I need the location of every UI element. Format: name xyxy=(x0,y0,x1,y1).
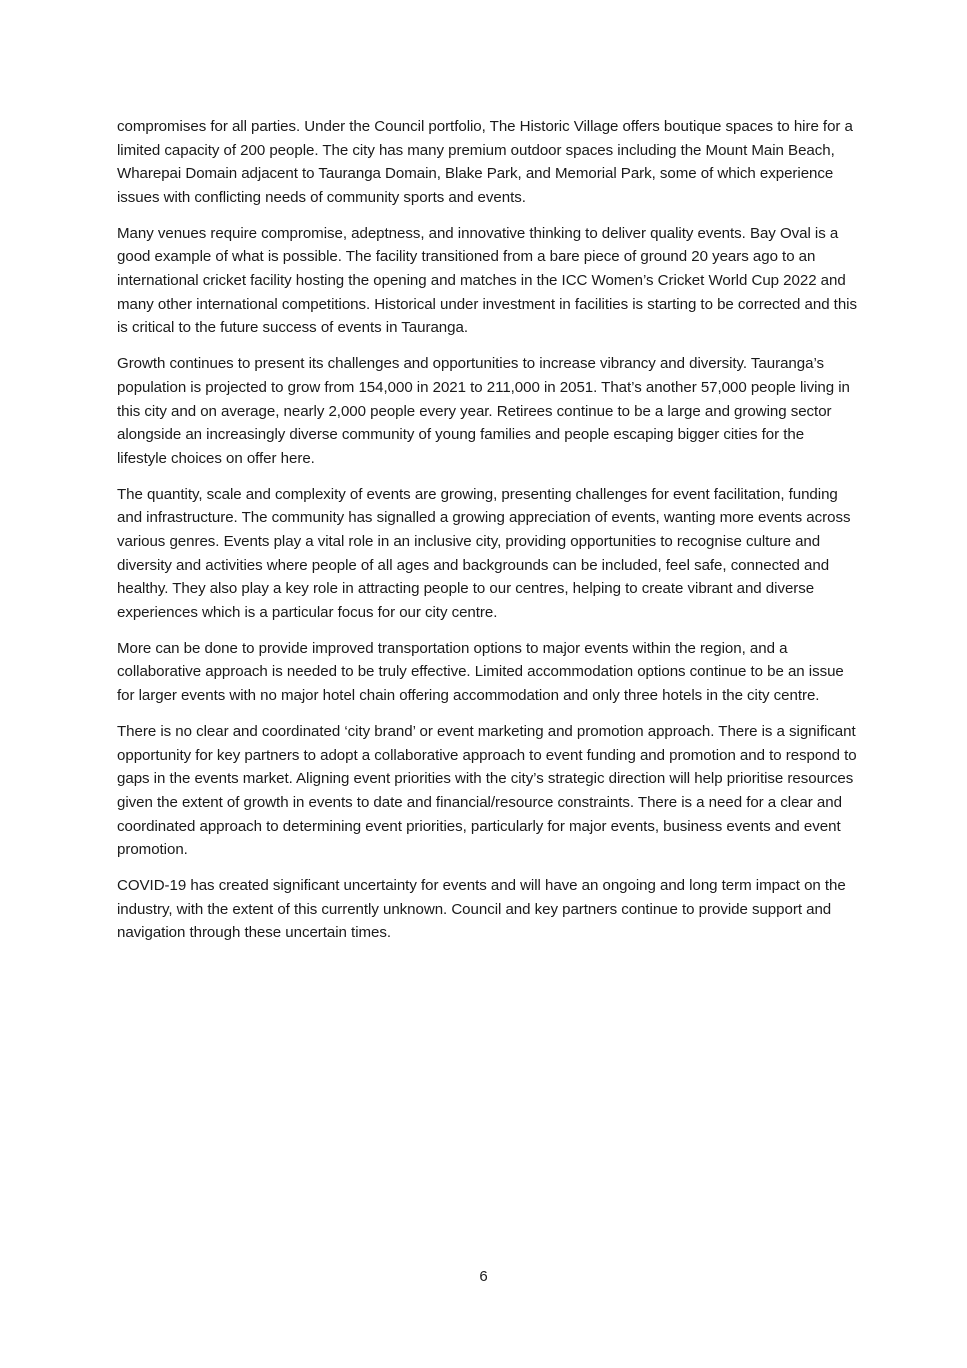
page-number: 6 xyxy=(479,1268,488,1285)
paragraph-bay-oval: Many venues require compromise, adeptness, and innovative thinking to deliver quality events. Bay Oval is a good example of what is possible. The facility transitioned from a bare piece of ground 20 years ago to an international cricket facility hosting the opening and matches in the ICC Women’s Cricket World Cup 2022 and many other international competitions. Historical under investment in facilities is starting to be corrected and this is critical to the future success of events in Tauranga. xyxy=(117,224,857,337)
body-text xyxy=(117,115,857,958)
paragraph-transport-accommodation: More can be done to provide improved transportation options to major events within the region, and a collaborative approach is needed to be truly effective. Limited accommodation options continue to be an issue for larger events with no major hotel chain offering accommodation and only three hotels in the city centre. xyxy=(117,639,844,705)
paragraph-venues-outdoor-spaces: compromises for all parties. Under the Council portfolio, The Historic Village offers boutique spaces to hire for a limited capacity of 200 people. The city has many premium outdoor spaces including the Mount Main Beach, Wharepai Domain adjacent to Tauranga Domain, Blake Park, and Memorial Park, some of which experience issues with conflicting needs of community sports and events. xyxy=(117,118,853,206)
paragraph-covid-19: COVID-19 has created significant uncertainty for events and will have an ongoing and long term impact on the industry, with the extent of this currently unknown. Council and key partners continue to provide support and navigation through these uncertain times. xyxy=(117,877,846,942)
paragraph-city-brand: There is no clear and coordinated ‘city brand’ or event marketing and promotion approach. There is a significant opportunity for key partners to adopt a collaborative approach to event funding and promotion and to respond to gaps in the events market. Aligning event priorities with the city’s strategic direction will help prioritise resources given the extent of growth in events to date and financial/resource constraints. There is a need for a clear and coordinated approach to determining event priorities, particularly for major events, business events and event promotion. xyxy=(117,723,857,859)
paragraph-population-growth: Growth continues to present its challenges and opportunities to increase vibrancy and diversity. Tauranga’s population is projected to grow from 154,000 in 2021 to 211,000 in 2051. That’s another 57,000 people living in this city and on average, nearly 2,000 people every year. Retirees continue to be a large and growing sector alongside an increasingly diverse community of young families and people escaping bigger cities for the lifestyle choices on offer here. xyxy=(117,355,850,467)
paragraph-event-complexity: The quantity, scale and complexity of events are growing, presenting challenges for event facilitation, funding and infrastructure. The community has signalled a growing appreciation of events, wanting more events across various genres. Events play a vital role in an inclusive city, providing opportunities to recognise culture and diversity and activities where people of all ages and backgrounds can be included, feel safe, connected and healthy. They also play a key role in attracting people to our centres, helping to create vibrant and diverse experiences which is a particular focus for our city centre. xyxy=(117,485,851,621)
